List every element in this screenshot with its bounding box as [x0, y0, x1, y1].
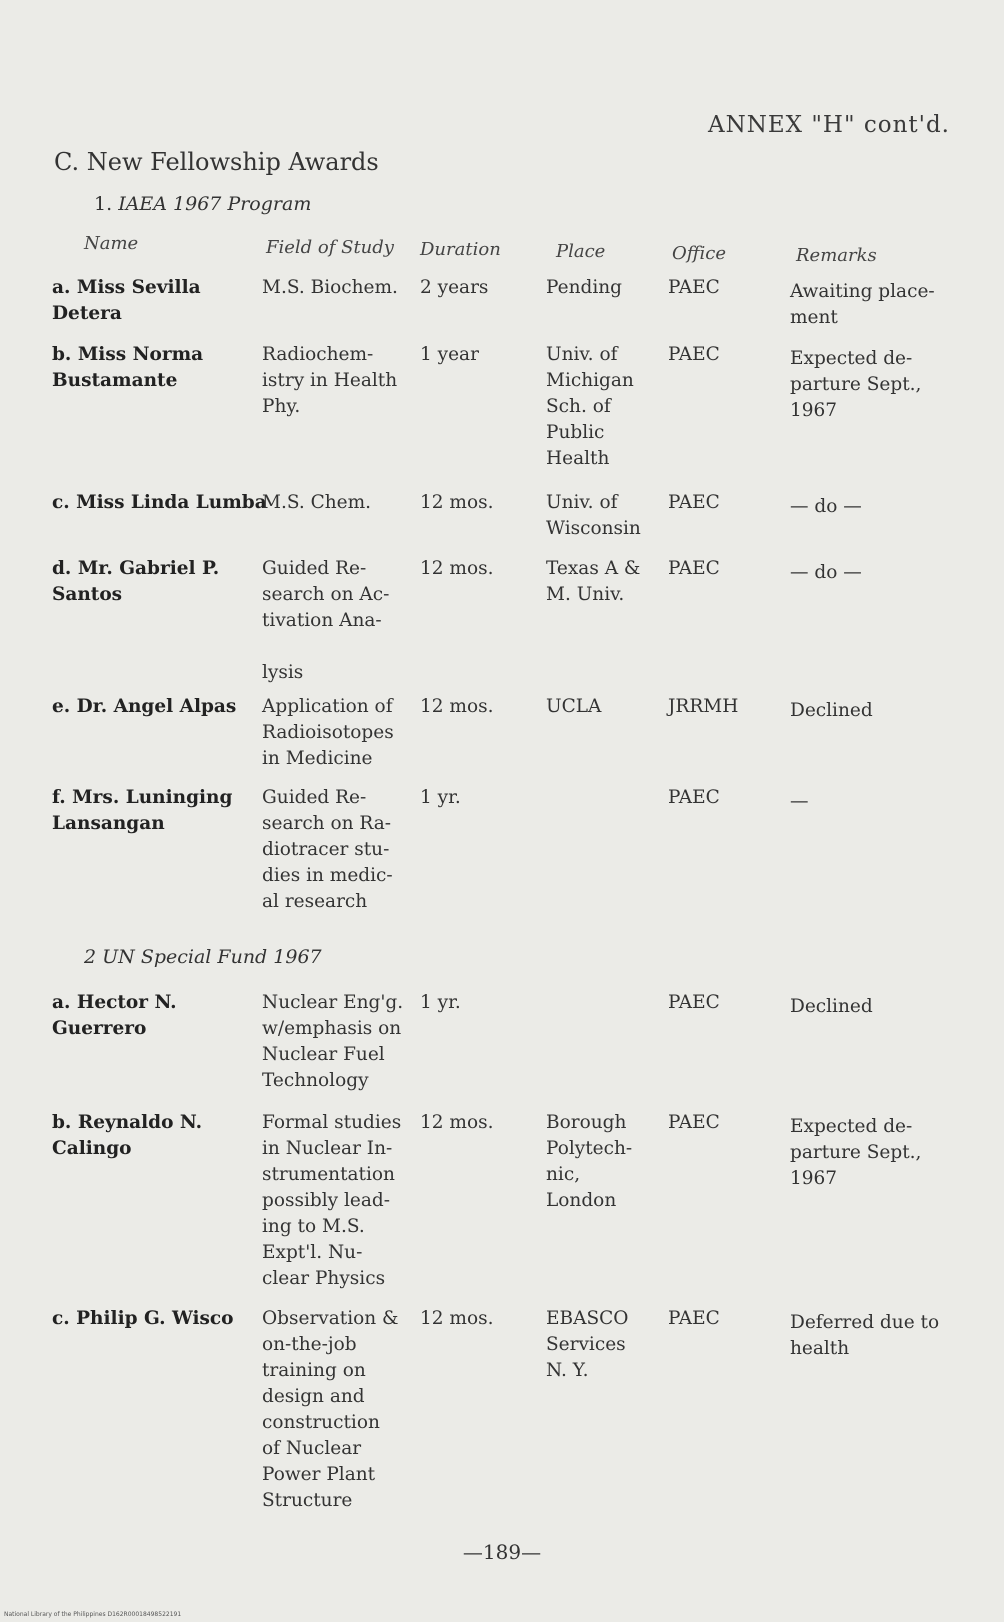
cell-duration: 1 yr. — [420, 992, 461, 1013]
cell-office: PAEC — [668, 1308, 720, 1329]
cell-name: f. Mrs. Luninging Lansangan — [52, 787, 233, 834]
page-number: —189— — [462, 1540, 542, 1564]
cell-field: Radiochem- istry in Health Phy. — [262, 344, 398, 417]
program-heading-2 — [84, 946, 322, 968]
cell-name: e. Dr. Angel Alpas — [52, 696, 237, 717]
cell-field: Guided Re- search on Ra- diotracer stu- dies in medic- al research — [262, 787, 393, 912]
cell-duration: 12 mos. — [420, 492, 494, 513]
cell-place: UCLA — [546, 696, 602, 717]
header-remarks: Remarks — [796, 245, 877, 266]
cell-duration: 2 years — [420, 277, 489, 298]
cell-remarks: — — [790, 791, 809, 812]
cell-duration: 1 yr. — [420, 787, 461, 808]
cell-place: Univ. of Michigan Sch. of Public Health — [546, 344, 634, 469]
cell-field: Nuclear Eng'g. w/emphasis on Nuclear Fuel Technology — [262, 992, 404, 1091]
header-field-of-study: Field of Study — [266, 237, 394, 258]
cell-field: Guided Re- search on Ac- tivation Ana- lysis — [262, 558, 390, 683]
program-heading-1 — [94, 193, 311, 215]
cell-field: Observation & on-the-job training on design and construction of Nuclear Power Plant Structure — [262, 1308, 399, 1511]
cell-duration: 12 mos. — [420, 1308, 494, 1329]
cell-name: c. Philip G. Wisco — [52, 1308, 234, 1329]
cell-name: c. Miss Linda Lumba — [52, 492, 267, 513]
cell-remarks: Declined — [790, 996, 873, 1017]
cell-remarks: Awaiting place- ment — [790, 281, 935, 328]
cell-name: b. Reynaldo N. Calingo — [52, 1112, 203, 1159]
cell-remarks: Expected de- parture Sept., 1967 — [790, 348, 922, 421]
cell-name: a. Miss Sevilla Detera — [52, 277, 201, 324]
cell-remarks: — do — — [790, 562, 862, 583]
footer-text: National Library of the Philippines D162R00018498522191 — [4, 1611, 182, 1618]
cell-duration: 12 mos. — [420, 1112, 494, 1133]
cell-name: d. Mr. Gabriel P. Santos — [52, 558, 220, 605]
cell-duration: 1 year — [420, 344, 479, 365]
header-duration: Duration — [420, 239, 501, 260]
header-name: Name — [84, 233, 139, 254]
cell-office: PAEC — [668, 787, 720, 808]
cell-duration: 12 mos. — [420, 696, 494, 717]
cell-office: PAEC — [668, 992, 720, 1013]
annex-label: ANNEX "H" cont'd. — [707, 112, 950, 138]
cell-remarks: Deferred due to health — [790, 1312, 940, 1359]
cell-remarks: Expected de- parture Sept., 1967 — [790, 1116, 922, 1189]
cell-field: Formal studies in Nuclear In- strumentation possibly lead- ing to M.S. Expt'l. Nu- clear Physics — [262, 1112, 402, 1289]
cell-office: PAEC — [668, 492, 720, 513]
cell-office: JRRMH — [668, 696, 739, 717]
cell-name: b. Miss Norma Bustamante — [52, 344, 204, 391]
cell-field: Application of Radioisotopes in Medicine — [262, 696, 394, 769]
header-office: Office — [672, 243, 726, 264]
cell-office: PAEC — [668, 558, 720, 579]
program-number: 2 — [84, 946, 97, 968]
cell-place: Texas A & M. Univ. — [546, 558, 641, 605]
cell-office: PAEC — [668, 1112, 720, 1133]
program-title: IAEA 1967 Program — [118, 193, 312, 215]
cell-place: Univ. of Wisconsin — [546, 492, 641, 539]
program-title: UN Special Fund 1967 — [102, 946, 322, 968]
header-place: Place — [556, 241, 606, 262]
cell-duration: 12 mos. — [420, 558, 494, 579]
cell-remarks: — do — — [790, 496, 862, 517]
program-number: 1. — [94, 193, 113, 215]
cell-office: PAEC — [668, 344, 720, 365]
cell-place: Borough Polytech- nic, London — [546, 1112, 633, 1211]
cell-name: a. Hector N. Guerrero — [52, 992, 177, 1039]
cell-office: PAEC — [668, 277, 720, 298]
cell-place: Pending — [546, 277, 622, 298]
section-title: C. New Fellowship Awards — [54, 148, 379, 176]
cell-remarks: Declined — [790, 700, 873, 721]
cell-field: M.S. Biochem. — [262, 277, 398, 298]
cell-field: M.S. Chem. — [262, 492, 372, 513]
cell-place: EBASCO Services N. Y. — [546, 1308, 629, 1381]
